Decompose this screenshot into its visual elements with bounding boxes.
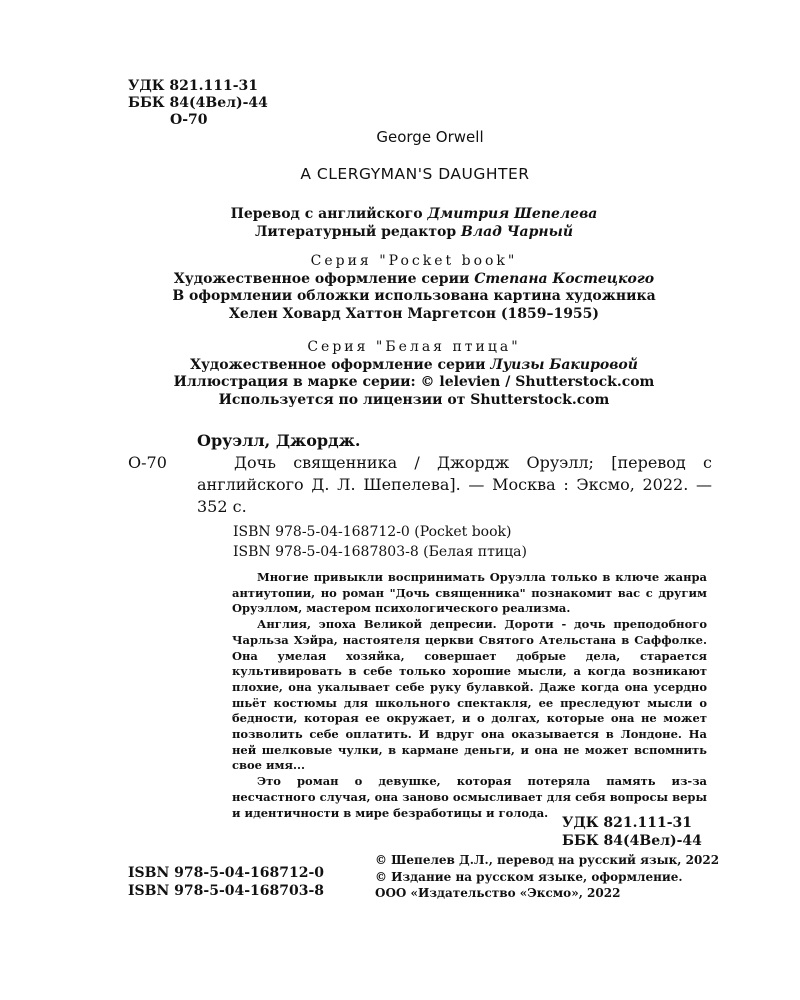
series-white-bird-credits bbox=[0, 339, 800, 409]
bibliographic-record bbox=[197, 430, 712, 518]
annotation-paragraph: Англия, эпоха Великой депресии. Дороти - дочь преподобного Чарльза Хэйра, настоятеля церкви Святого Ательстана в Саффолке. Она умелая хозяйка, совершает добрые дела, старается культивировать в себе только хорошие мысли, а когда возникают плохие, она укалывает себе руку булавкой. Даже когда она усердно шьёт костюмы для школьного спектакля, ее преследуют мысли о бедности, которая ее окружает, и о долгах, которые она не может позволить себе оплатить. И вдруг она оказывается в Лондоне. На ней шелковые чулки, в кармане деньги, и она не может вспомнить свое имя... bbox=[232, 617, 707, 773]
bottom-classification-codes bbox=[562, 814, 702, 850]
copyright-translation: © Шепелев Д.Л., перевод на русский язык, 2022 bbox=[375, 853, 720, 867]
isbn-bottom-list bbox=[128, 864, 324, 900]
editor-line: Литературный редактор Влад Чарный bbox=[254, 223, 574, 240]
isbn-bottom-1: ISBN 978-5-04-168712-0 bbox=[128, 865, 325, 881]
bbk-code-bottom: ББК 84(4Вел)-44 bbox=[562, 833, 702, 849]
cover-artist: Хелен Ховард Хаттон Маргетсон (1859–1955) bbox=[228, 305, 600, 322]
series-bird-designer: Луизы Бакировой bbox=[490, 356, 638, 373]
author-mark-code: О-70 bbox=[170, 112, 208, 128]
series-pocket-book-credits bbox=[0, 253, 800, 323]
isbn-bottom-2: ISBN 978-5-04-168703-8 bbox=[128, 883, 325, 899]
series-pocket-designer: Степана Костецкого bbox=[474, 270, 655, 287]
biblio-author: Оруэлл, Джордж. bbox=[197, 431, 361, 450]
series-bird-design-line: Художественное оформление серии Луизы Бакировой bbox=[190, 356, 638, 373]
series-pocket-design-line: Художественное оформление серии Степана Костецкого bbox=[173, 270, 655, 287]
author-name-english: George Orwell bbox=[376, 128, 484, 146]
translation-credits bbox=[0, 206, 800, 241]
biblio-author-mark: О-70 bbox=[128, 453, 167, 472]
translator-line: Перевод с английского Дмитрия Шепелева bbox=[230, 206, 598, 222]
copyright-edition: © Издание на русском языке, оформление. bbox=[375, 869, 683, 884]
copyright-publisher: ООО «Издательство «Эксмо», 2022 bbox=[375, 886, 621, 900]
udk-code-bottom: УДК 821.111-31 bbox=[562, 815, 693, 831]
license-credit: Используется по лицензии от Shutterstock.com bbox=[218, 391, 610, 408]
annotation-paragraph: Многие привыкли воспринимать Оруэлла только в ключе жанра антиутопии, но роман "Дочь священника" познакомит вас с другим Оруэллом, мастером психологического реализма. bbox=[232, 570, 707, 616]
biblio-description: Дочь священника / Джордж Оруэлл; [перевод с английского Д. Л. Шепелева]. — Москва : Эксмо, 2022. — 352 с. bbox=[197, 453, 712, 516]
annotation-paragraph: Это роман о девушке, которая потеряла память из-за несчастного случая, она заново осмысливает для себя вопросы веры и идентичности в мире безработицы и голода. bbox=[232, 774, 707, 820]
top-classification-codes bbox=[128, 78, 268, 129]
isbn-white-bird: ISBN 978-5-04-1687803-8 (Белая птица) bbox=[233, 544, 527, 560]
isbn-pocket-book: ISBN 978-5-04-168712-0 (Pocket book) bbox=[233, 524, 512, 540]
editor-name: Влад Чарный bbox=[461, 223, 574, 240]
translator-name: Дмитрия Шепелева bbox=[427, 206, 598, 222]
series-pocket-name: Серия "Pocket book" bbox=[310, 253, 518, 269]
book-annotation bbox=[232, 570, 707, 821]
bbk-code: ББК 84(4Вел)-44 bbox=[128, 95, 268, 111]
book-title-english: A CLERGYMAN'S DAUGHTER bbox=[300, 165, 530, 183]
series-bird-name: Серия "Белая птица" bbox=[307, 339, 521, 355]
cover-note: В оформлении обложки использована картина художника bbox=[172, 288, 656, 304]
udk-code: УДК 821.111-31 bbox=[128, 78, 259, 94]
isbn-list bbox=[233, 522, 527, 562]
copyright-block bbox=[375, 852, 719, 902]
series-illustration-credit: Иллюстрация в марке серии: © lelevien / Shutterstock.com bbox=[173, 374, 655, 390]
